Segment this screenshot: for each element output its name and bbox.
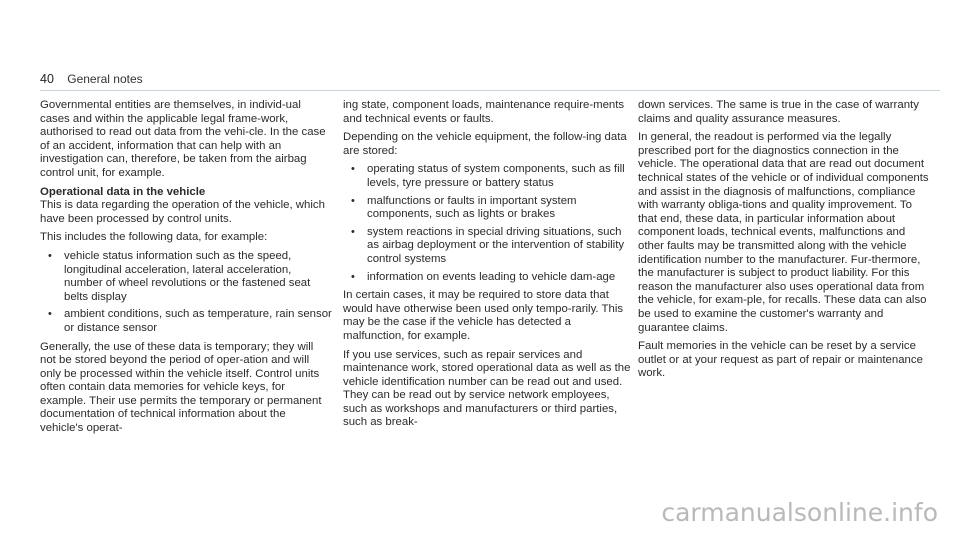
paragraph: down services. The same is true in the case of warranty claims and quality assurance measures. <box>638 99 919 125</box>
site-watermark: carmanualsonline.info <box>661 498 938 527</box>
list-item: • ambient conditions, such as temperature, rain sensor or distance sensor <box>40 308 332 335</box>
paragraph: This is data regarding the operation of the vehicle, which have been processed by control units. <box>40 199 325 225</box>
paragraph: Depending on the vehicle equipment, the follow-ing data are stored: <box>343 131 627 157</box>
bullet-list <box>40 250 332 336</box>
page-number: 40 <box>40 72 54 86</box>
paragraph: In general, the readout is performed via the legally prescribed port for the diagnostics connection in the vehicle. The operational data that are read out document technical states of the vehicle or of individual components and assist in the diagnosis of malfunctions, compliance with warranty obliga-tions and quality improvement. To that end, these data, in particular information about component loads, technical events, malfunctions and other faults may be transmitted along with the vehicle identification number to the manufacturer. Fur-thermore, the manufacturer is subject to product liability. For this reason the manufacturer also uses operational data from the vehicle, for exam-ple, for recalls. These data can also be used to examine the customer's warranty and guarantee claims. <box>638 131 929 334</box>
list-item: • vehicle status information such as the speed, longitudinal acceleration, lateral acceleration, number of wheel revolutions or the fastened seat belts display <box>40 250 332 304</box>
paragraph: This includes the following data, for example: <box>40 231 268 244</box>
list-item: • malfunctions or faults in important system components, such as lights or brakes <box>343 195 635 222</box>
list-item: • operating status of system components, such as fill levels, tyre pressure or battery status <box>343 163 635 190</box>
paragraph: If you use services, such as repair services and maintenance work, stored operational data as well as the vehicle identification number can be read out and used. They can be read out by service network employees, such as workshops and manufacturers or third parties, such as break- <box>343 348 631 429</box>
paragraph: In certain cases, it may be required to store data that would have otherwise been used only tempo-rarily. This may be the case if the vehicle has detected a malfunction, for example. <box>343 289 624 342</box>
paragraph: ing state, component loads, maintenance require-ments and technical events or faults. <box>343 99 625 125</box>
section-title: General notes <box>67 72 143 86</box>
text-column-1 <box>40 99 332 441</box>
paragraph: Governmental entities are themselves, in individ-ual cases and within the applicable legal frame-work, authorised to read out data from the vehi-cle. In the case of an accident, information that can help with an investigation can, therefore, be taken from the airbag control unit, for example. <box>40 99 326 179</box>
paragraph: Generally, the use of these data is temporary; they will not be stored beyond the period of oper-ation and will only be processed within the vehicle itself. Control units often contain data memories for vehicle keys, for example. Their use permits the temporary or permanent documentation of technical information about the vehicle's operat- <box>40 340 322 435</box>
page-header <box>40 72 143 86</box>
list-item: • information on events leading to vehicle dam-age <box>343 271 635 285</box>
text-column-2 <box>343 99 635 435</box>
subheading: Operational data in the vehicle <box>40 185 206 198</box>
paragraph: Fault memories in the vehicle can be reset by a service outlet or at your request as part of repair or maintenance work. <box>638 340 923 380</box>
bullet-list <box>343 163 635 284</box>
text-column-3 <box>638 99 930 386</box>
header-divider <box>40 90 940 91</box>
list-item: • system reactions in special driving situations, such as airbag deployment or the intervention of stability control systems <box>343 226 635 267</box>
